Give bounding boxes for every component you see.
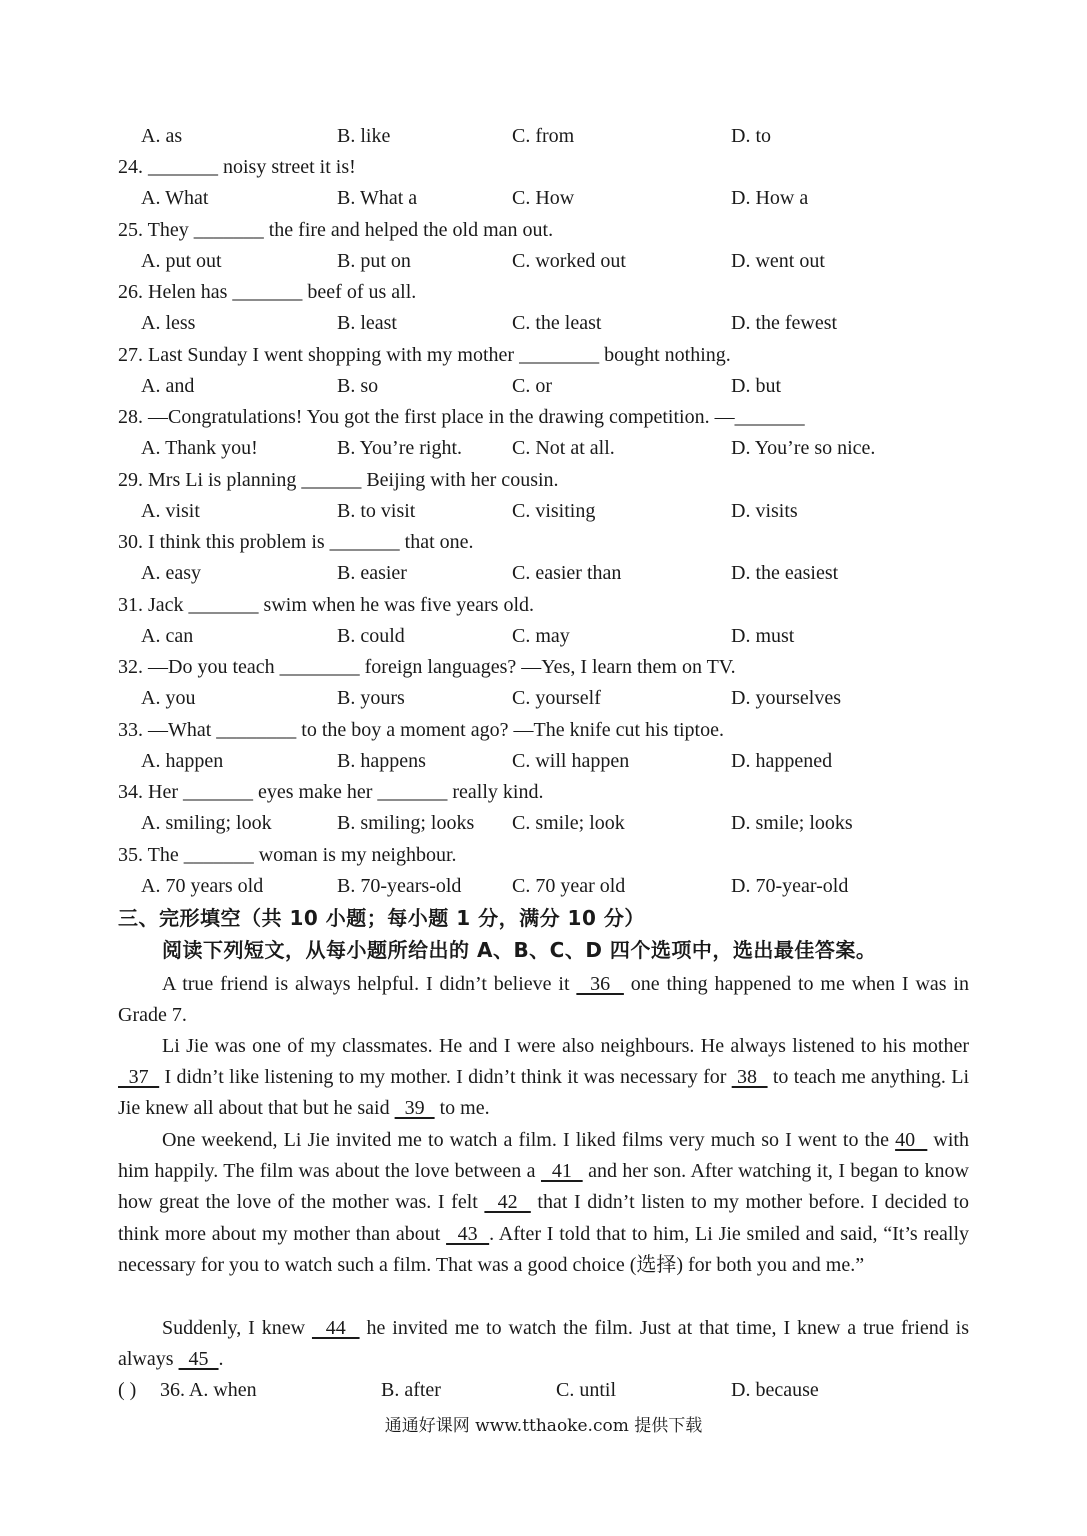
option-b: B. least [337,312,397,334]
blank-39: 39 [394,1097,435,1120]
option-c: C. smile; look [512,812,625,834]
option-b: B. to visit [337,500,416,522]
option-d: D. 70-year-old [731,875,849,897]
option-c: C. or [512,375,552,397]
passage-paragraph-3: One weekend, Li Jie invited me to watch a film. I liked films very much so I went to the 40 with him happily. The film was about the love between a 41 and her son. After watching it, I began to know how great the love of the mother was. I felt 42 that I didn’t listen to my mother before. I decided to think more about my mother than about 43 . After I told that to him, Li Jie smiled and said, “It’s really necessary for you to watch such a film. That was a good choice (选择) for both you and me.” [118,1129,969,1276]
option-a: A. as [141,125,183,147]
section-title: 三、完形填空（共 10 小题；每小题 1 分，满分 10 分） [118,906,645,930]
option-c: C. the least [512,312,602,334]
option-c: C. worked out [512,250,626,272]
option-b: B. easier [337,562,407,584]
option-b: B. 70-years-old [337,875,462,897]
option-a: A. 70 years old [141,875,264,897]
blank-37: 37 [118,1066,160,1089]
option-c: C. Not at all. [512,437,615,459]
option-a: A. visit [141,500,200,522]
question-stem: 26. Helen has _______ beef of us all. [118,281,417,303]
blank-44: 44 [311,1317,360,1339]
blank-36: 36 [576,973,624,995]
question-stem: 29. Mrs Li is planning ______ Beijing with her cousin. [118,469,559,491]
passage-paragraph-2: Li Jie was one of my classmates. He and I were also neighbours. He always listened to his mother 37 I didn’t like listening to my mother. I didn’t think it was necessary for 38 to teach me anything. Li Jie knew all about that but he said 39 to me. [118,1035,969,1120]
option-a: A. put out [141,250,222,272]
question-stem: 24. _______ noisy street it is! [118,156,356,178]
question-stem: 28. —Congratulations! You got the first place in the drawing competition. —_______ [118,406,805,428]
answer-bracket: ( ) [118,1379,137,1401]
option-d: D. yourselves [731,687,841,709]
option-d: D. visits [731,500,798,522]
option-d: D. the easiest [731,562,839,584]
option-b: B. You’re right. [337,437,463,459]
option-d: D. How a [731,187,809,209]
blank-40: 40 [895,1129,928,1151]
option-a: A. less [141,312,196,334]
question-stem: 33. —What ________ to the boy a moment ago? —The knife cut his tiptoe. [118,719,724,741]
option-b: B. happens [337,750,426,772]
passage-paragraph-1: A true friend is always helpful. I didn’t believe it 36 one thing happened to me when I was in Grade 7. [118,973,969,1027]
option-a: A. and [141,375,195,397]
option-c: C. easier than [512,562,622,584]
section-instruction: 阅读下列短文，从每小题所给出的 A、B、C、D 四个选项中，选出最佳答案。 [162,938,877,962]
option-a: A. easy [141,562,201,584]
option-b: B. yours [337,687,405,709]
option-a: A. you [141,687,196,709]
option-d: D. went out [731,250,825,272]
option-a: A. What [141,187,209,209]
option-c: C. may [512,625,570,647]
option-c: C. visiting [512,500,596,522]
option-a: A. smiling; look [141,812,272,834]
option-c: C. will happen [512,750,630,772]
option-b: B. so [337,375,379,397]
question-stem: 27. Last Sunday I went shopping with my mother ________ bought nothing. [118,344,731,366]
option-d: D. smile; looks [731,812,853,834]
option-b: B. What a [337,187,418,209]
option-d: D. the fewest [731,312,838,334]
blank-45: 45 [178,1348,219,1371]
blank-42: 42 [484,1191,531,1214]
blank-41: 41 [540,1160,583,1183]
option-b: B. put on [337,250,411,272]
option-a: A. happen [141,750,224,772]
question-stem: 30. I think this problem is _______ that one. [118,531,474,553]
option-c: C. yourself [512,687,601,709]
option-d: D. happened [731,750,833,772]
option-d: D. must [731,625,795,647]
option-d: D. to [731,125,771,147]
option-d: D. You’re so nice. [731,437,876,459]
page-footer: 通通好课网 www.tthaoke.com 提供下载 [384,1416,703,1436]
option-d: D. but [731,375,781,397]
option-d: D. because [731,1379,819,1401]
option-b: B. could [337,625,405,647]
question-stem: 35. The _______ woman is my neighbour. [118,844,457,866]
question-stem: 31. Jack _______ swim when he was five years old. [118,594,535,616]
blank-43: 43 [446,1222,490,1245]
option-c: C. 70 year old [512,875,626,897]
option-b: B. like [337,125,391,147]
option-a: A. can [141,625,194,647]
option-a: A. Thank you! [141,437,258,459]
passage-paragraph-4: Suddenly, I knew 44 he invited me to watch the film. Just at that time, I knew a true friend is always 45 . [118,1317,969,1371]
question-stem: 32. —Do you teach ________ foreign languages? —Yes, I learn them on TV. [118,656,736,678]
option-c: C. until [556,1379,617,1401]
question-36-stem: 36. A. when [160,1379,257,1401]
option-b: B. smiling; looks [337,812,475,834]
blank-38: 38 [731,1066,768,1089]
option-b: B. after [381,1379,441,1401]
option-c: C. from [512,125,575,147]
option-c: C. How [512,187,575,209]
question-stem: 25. They _______ the fire and helped the old man out. [118,219,554,241]
question-stem: 34. Her _______ eyes make her _______ really kind. [118,781,544,803]
